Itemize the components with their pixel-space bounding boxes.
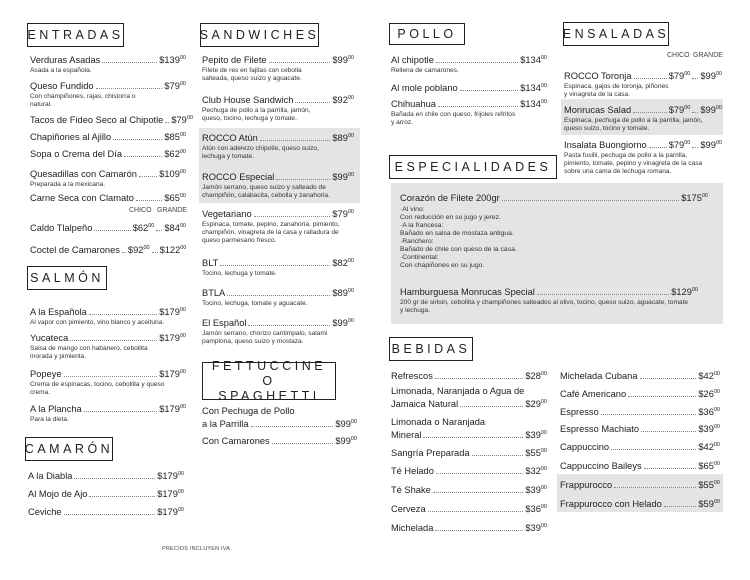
menu-item (28, 505, 184, 518)
menu-item (202, 170, 354, 200)
item-price-chico: $\$79^{00}$ (668, 105, 691, 115)
item-name: Vegetariano (202, 209, 252, 219)
item-name: Queso Fundido (30, 81, 94, 91)
menu-item (202, 316, 354, 346)
item-name: Al mole poblano (391, 83, 458, 93)
menu-item (30, 130, 186, 143)
item-name: Quesadillas con Camarón (30, 169, 137, 179)
item-name: Michelada (391, 523, 434, 533)
section-header-entradas: ENTRADAS (27, 23, 124, 47)
option-label: ·A la francesa: (400, 222, 444, 229)
item-price: $\$39^{00}$ (525, 485, 547, 495)
item-price: $\$129^{00}$ (671, 287, 698, 297)
item-name-line2: Mineral (391, 430, 422, 440)
item-price: $\$59^{00}$ (698, 499, 720, 509)
menu-item (560, 387, 720, 400)
item-desc: Tocino, lechuga y tomate. (202, 270, 277, 277)
item-name: A la Plancha (30, 404, 82, 414)
item-name: Café Americano (560, 389, 627, 399)
menu-item-sized (564, 103, 722, 133)
item-desc: Pechuga de pollo a la parrilla, jamón, queso, tocino, lechuga y tomate. (202, 107, 311, 122)
item-price-grande: $\$99^{00}$ (700, 71, 722, 81)
item-price: $\$65^{00}$ (698, 461, 720, 471)
item-name: Con Camarones (202, 436, 270, 446)
menu-item (560, 497, 720, 510)
item-price: $\$79^{00}$ (332, 209, 354, 219)
item-desc: 200 gr de sirloin, cebollita y champiñones salteados al olivo, tocino, queso suizo, aguacate, tomate y lechuga. (400, 299, 689, 314)
menu-item (391, 81, 547, 94)
item-name: Ceviche (28, 507, 62, 517)
item-price: $\$32^{00}$ (525, 466, 547, 476)
item-name: Cerveza (391, 504, 426, 514)
item-name-line1: Limonada, Naranjada o Agua de (391, 386, 525, 396)
item-price: $\$99^{00}$ (332, 55, 354, 65)
item-price-chico: $\$62^{00}$ (132, 223, 155, 233)
item-name: Al Mojo de Ajo (28, 489, 88, 499)
menu-item (400, 285, 698, 315)
item-price: $\$39^{00}$ (525, 523, 547, 533)
menu-item (202, 434, 357, 447)
item-price: $\$99^{00}$ (335, 419, 357, 429)
especialidad-options (400, 206, 600, 270)
item-desc: Con champiñones, rajas, chistorra o natural. (30, 93, 136, 108)
section-header-ensaladas: ENSALADAS (563, 22, 669, 46)
menu-item (391, 417, 547, 441)
item-price-chico: $\$79^{00}$ (668, 71, 691, 81)
menu-item (560, 369, 720, 382)
menu-item (202, 53, 354, 83)
item-desc: Espinaca, tomate, pepino, zanahoria, pimiento, champiñón, vinagreta de la casa y ralladura de queso parmesano fresco. (202, 221, 340, 244)
item-name-line1: Con Pechuga de Pollo (202, 406, 295, 416)
item-price-grande: $\$99^{00}$ (700, 140, 722, 150)
item-price: $\$134^{00}$ (520, 99, 547, 109)
menu-item-sized (564, 138, 722, 176)
item-desc: Al vapor con pimiento, vino blanco y aceituna. (30, 319, 165, 326)
item-name: Espresso Machiato (560, 424, 640, 434)
item-name: Frappurocco con Helado (560, 499, 662, 509)
item-price: $\$79^{00}$ (164, 81, 186, 91)
item-price: $\$179^{00}$ (157, 507, 184, 517)
menu-item (560, 422, 720, 435)
item-name: Frappurocco (560, 480, 613, 490)
item-name: Al chipotle (391, 55, 434, 65)
item-price: $\$62^{00}$ (164, 149, 186, 159)
item-desc: Jamón serrano, chorizo cantimpalo, salami pamplona, queso suizo y mostaza. (202, 330, 328, 345)
item-name: Cappuccino Baileys (560, 461, 642, 471)
section-header-fettuccine: FETTUCCINE O SPAGHETTI (202, 362, 336, 400)
item-price: $\$36^{00}$ (525, 504, 547, 514)
item-desc: Filete de res en fajitas con cebolla salteada, queso suizo y aguacate. (202, 67, 302, 82)
item-desc: Para la dieta. (30, 416, 69, 423)
item-name: Té Helado (391, 466, 434, 476)
menu-item (30, 147, 186, 160)
item-price-grande: $\$84^{00}$ (164, 223, 186, 233)
item-price: $\$99^{00}$ (335, 436, 357, 446)
item-name: Cappuccino (560, 442, 610, 452)
item-desc: Crema de espinacas, tocino, cebollita y queso crema. (30, 381, 165, 396)
item-price: $\$42^{00}$ (698, 371, 720, 381)
section-header-pollo: POLLO (389, 23, 465, 45)
item-price: $\$179^{00}$ (157, 489, 184, 499)
item-name: Chapiñones al Ajillo (30, 132, 112, 142)
item-price: $\$179^{00}$ (159, 369, 186, 379)
item-price: $\$26^{00}$ (698, 389, 720, 399)
item-name: Carne Seca con Clamato (30, 193, 134, 203)
item-price: $\$85^{00}$ (164, 132, 186, 142)
item-name: Té Shake (391, 485, 431, 495)
item-price: $\$42^{00}$ (698, 442, 720, 452)
section-header-sandwiches: SANDWICHES (200, 23, 319, 47)
item-name: Sopa o Crema del Día (30, 149, 122, 159)
item-price: $\$109^{00}$ (159, 169, 186, 179)
section-header-salmon: SALMÓN (27, 266, 107, 290)
menu-item (391, 464, 547, 477)
menu-item (30, 331, 186, 361)
item-name: BTLA (202, 288, 226, 298)
item-name: Tacos de Fideo Seco al Chipotle (30, 115, 164, 125)
menu-item (391, 521, 547, 534)
item-price-chico: $\$92^{00}$ (127, 245, 150, 255)
menu-item (202, 256, 354, 278)
item-name: El Español (202, 318, 247, 328)
item-name: ROCCO Toronja (564, 71, 632, 81)
menu-item (560, 459, 720, 472)
menu-item (560, 478, 720, 491)
item-desc: Espinaca, gajos de toronja, piñones y vinagreta de la casa. (564, 83, 669, 98)
item-price: $\$82^{00}$ (332, 258, 354, 268)
menu-item (30, 191, 186, 204)
item-name: Caldo Tlalpeño (30, 223, 93, 233)
menu-item-sized (30, 243, 186, 256)
item-name: Pepito de Filete (202, 55, 267, 65)
option-text: Bañado en salsa de mostaza antigua. (400, 230, 514, 237)
item-name-line1: Limonada o Naranjada (391, 417, 486, 427)
menu-item (202, 93, 354, 123)
section-header-camaron: CAMARÓN (25, 437, 113, 461)
item-price: $\$99^{00}$ (332, 172, 354, 182)
item-name-line2: Jamaica Natural (391, 399, 459, 409)
item-name: ROCCO Especial (202, 172, 275, 182)
item-price: $\$179^{00}$ (157, 471, 184, 481)
item-name: Monrucas Salad (564, 105, 632, 115)
item-name: Michelada Cubana (560, 371, 638, 381)
item-name: A la Diabla (28, 471, 73, 481)
item-name: Verduras Asadas (30, 55, 101, 65)
item-name: Club House Sandwich (202, 95, 294, 105)
menu-item (391, 483, 547, 496)
item-name: Sangría Preparada (391, 448, 470, 458)
option-label: ·Ranchero: (400, 238, 434, 245)
item-name: Yucateca (30, 333, 69, 343)
menu-item (30, 367, 186, 397)
item-name: Popeye (30, 369, 62, 379)
menu-item (560, 440, 720, 453)
item-name: Insalata Buongiorno (564, 140, 647, 150)
item-price: $\$179^{00}$ (159, 333, 186, 343)
option-text: Con chapiñones en su jugo. (400, 262, 485, 269)
item-desc: Tocino, lechuga, tomate y aguacate. (202, 300, 308, 307)
section-header-bebidas: BEBIDAS (389, 337, 473, 361)
item-desc: Espinaca, pechuga de pollo a la parrilla, jamón, queso suizo, tocino y tomate. (564, 117, 703, 132)
item-name: Espresso (560, 407, 599, 417)
item-name: Hamburguesa Monrucas Special (400, 287, 535, 297)
item-desc: Salsa de mango con habanero, cebollita morada y pimienta. (30, 345, 148, 360)
item-price: $\$55^{00}$ (525, 448, 547, 458)
option-text: Bañado de chile con queso de la casa. (400, 246, 517, 253)
menu-item (30, 53, 186, 75)
item-name: BLT (202, 258, 219, 268)
item-desc: Jamón serrano, queso suizo y salteado de champiñón, calabacita, cebolla y zanahoria. (202, 184, 330, 199)
item-desc: Atún con aderezo chipotle, queso suizo, lechuga y tomate. (202, 145, 319, 160)
menu-item (28, 487, 184, 500)
item-price: $\$65^{00}$ (164, 193, 186, 203)
item-price: $\$99^{00}$ (332, 318, 354, 328)
menu-item (560, 405, 720, 418)
size-label-grande: GRANDE (157, 207, 187, 214)
option-label: ·Al vino: (400, 206, 425, 213)
item-price: $\$175^{00}$ (681, 193, 708, 203)
item-price: $\$79^{00}$ (171, 115, 193, 125)
item-price: $\$179^{00}$ (159, 404, 186, 414)
item-price: $\$89^{00}$ (332, 288, 354, 298)
item-desc: Preparada a la mexicana. (30, 181, 106, 188)
item-name: Corazón de Filete 200gr (400, 193, 500, 203)
item-price: $\$29^{00}$ (525, 399, 547, 409)
size-label-chico: CHICO (667, 52, 690, 59)
menu-item (400, 191, 708, 204)
size-label-grande: GRANDE (693, 52, 723, 59)
item-price-chico: $\$79^{00}$ (668, 140, 691, 150)
menu-item (391, 97, 547, 127)
menu-item (28, 469, 184, 482)
option-text: Con reducción en su jugo y jerez. (400, 214, 501, 221)
menu-item (391, 53, 547, 75)
menu-item (30, 79, 186, 109)
item-price: $\$139^{00}$ (159, 55, 186, 65)
item-price: $\$39^{00}$ (525, 430, 547, 440)
menu-item (391, 369, 547, 382)
item-desc: Pasta fusilli, pechuga de pollo a la parrilla, pimiento, tomate, pepino y vinagreta de la casa sobre una cama de lechuga romana. (564, 152, 703, 175)
size-label-chico: CHICO (129, 207, 152, 214)
menu-item (202, 286, 354, 308)
menu-item (391, 446, 547, 459)
menu-item (202, 131, 354, 161)
option-label: ·Continental: (400, 254, 439, 261)
menu-item (30, 113, 193, 126)
menu-item-sized (564, 69, 722, 99)
item-desc: Rellena de camarones. (391, 67, 459, 74)
item-price-grande: $\$122^{00}$ (159, 245, 187, 255)
item-price: $\$92^{00}$ (332, 95, 354, 105)
item-price: $\$36^{00}$ (698, 407, 720, 417)
item-price: $\$28^{00}$ (525, 371, 547, 381)
item-name: Coctel de Camarones (30, 245, 120, 255)
item-desc: Bañada en chile con queso, frijoles refritos y arroz. (391, 111, 516, 126)
item-price: $\$179^{00}$ (159, 307, 186, 317)
item-price: $\$134^{00}$ (520, 83, 547, 93)
footnote-prices: PRECIOS INCLUYEN IVA (162, 546, 231, 552)
section-header-especialidades: ESPECIALIDADES (389, 155, 557, 179)
item-name-line2: a la Parrilla (202, 419, 249, 429)
item-name: Refrescos (391, 371, 433, 381)
item-desc: Asada a la española. (30, 67, 92, 74)
item-price: $\$39^{00}$ (698, 424, 720, 434)
menu-item (30, 167, 186, 189)
menu-item (202, 406, 357, 430)
menu-item (30, 305, 186, 327)
item-price-grande: $\$99^{00}$ (700, 105, 722, 115)
menu-item (30, 402, 186, 424)
menu-item (202, 207, 354, 245)
menu-item (391, 386, 547, 410)
item-price: $\$89^{00}$ (332, 133, 354, 143)
menu-item-sized (30, 221, 186, 234)
menu-item (391, 502, 547, 515)
item-name: Chihuahua (391, 99, 436, 109)
item-price: $\$134^{00}$ (520, 55, 547, 65)
item-price: $\$55^{00}$ (698, 480, 720, 490)
item-name: ROCCO Atún (202, 133, 258, 143)
item-name: A la Española (30, 307, 87, 317)
